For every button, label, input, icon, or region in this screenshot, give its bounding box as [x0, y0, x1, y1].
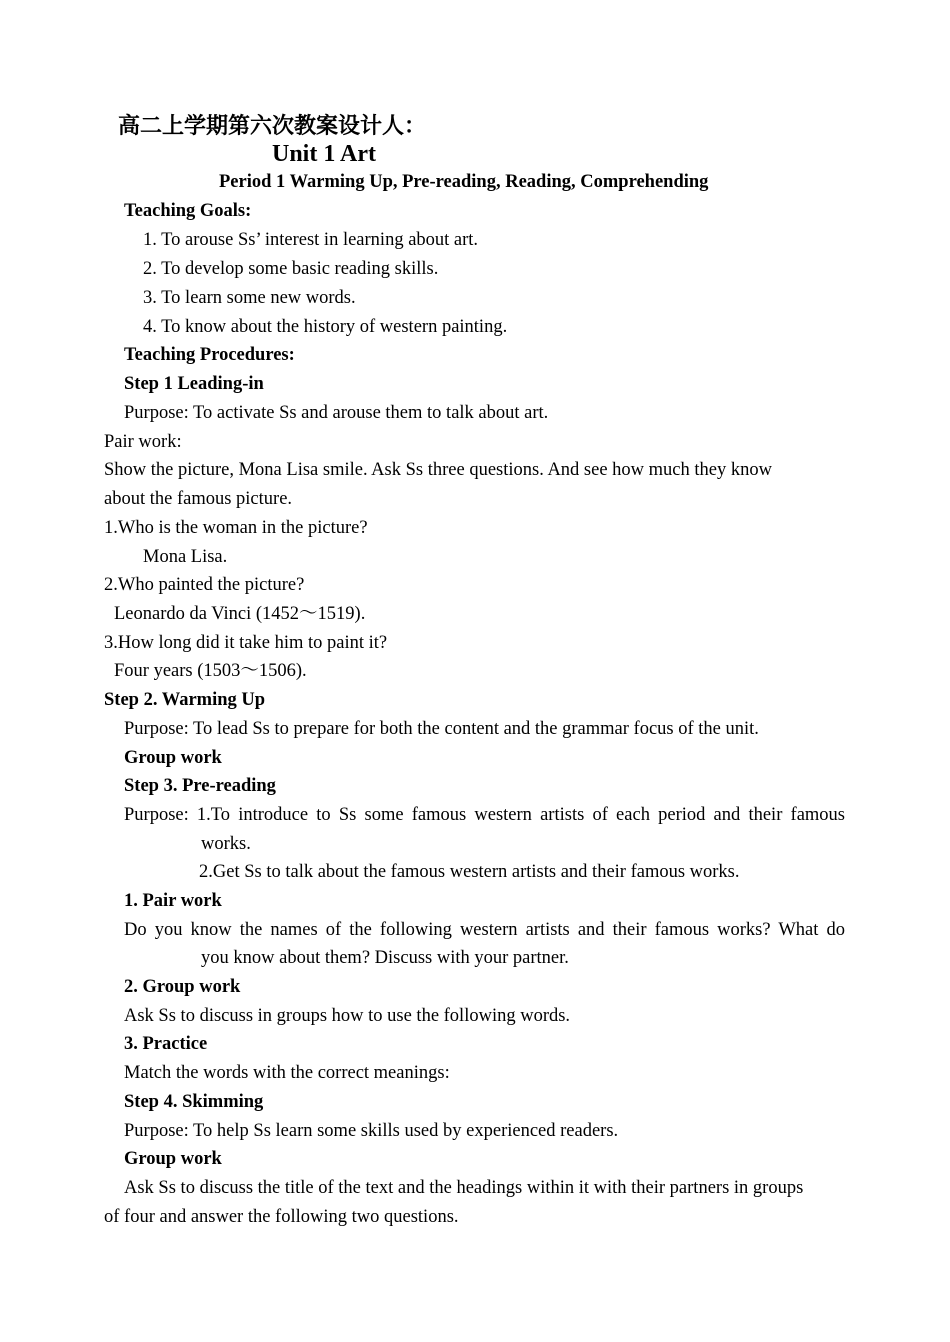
step2-purpose: Purpose: To lead Ss to prepare for both the content and the grammar focus of the unit.: [124, 719, 759, 739]
step1-description-line: about the famous picture.: [104, 489, 293, 509]
pair-work-text-line: you know about them? Discuss with your partner.: [201, 948, 569, 968]
group-work-text: Ask Ss to discuss in groups how to use the following words.: [124, 1006, 571, 1026]
step2-group-work: Group work: [124, 748, 222, 768]
practice-heading: 3. Practice: [124, 1034, 208, 1054]
unit-title: Unit 1 Art: [272, 141, 376, 167]
step1-description-line: Show the picture, Mona Lisa smile. Ask Ss three questions. And see how much they know: [104, 460, 772, 480]
step3-purpose-line: works.: [201, 834, 251, 854]
goal-item: 1. To arouse Ss’ interest in learning about art.: [143, 230, 479, 250]
goal-item: 4. To know about the history of western painting.: [143, 317, 508, 337]
step1-purpose: Purpose: To activate Ss and arouse them to talk about art.: [124, 403, 549, 423]
answer-1: Mona Lisa.: [143, 547, 228, 567]
step4-text-line: Ask Ss to discuss the title of the text and the headings within it with their partners in groups: [124, 1178, 804, 1198]
period-title: Period 1 Warming Up, Pre-reading, Reading, Comprehending: [219, 172, 709, 192]
question-3: 3.How long did it take him to paint it?: [104, 633, 388, 653]
chinese-title: 高二上学期第六次教案设计人：: [118, 114, 427, 139]
step4-text-line: of four and answer the following two questions.: [104, 1207, 459, 1227]
answer-3: Four years (1503～1506).: [114, 661, 307, 681]
step3-purpose-line: 2.Get Ss to talk about the famous western artists and their famous works.: [199, 862, 740, 882]
question-2: 2.Who painted the picture?: [104, 575, 305, 595]
question-1: 1.Who is the woman in the picture?: [104, 518, 368, 538]
step1-heading: Step 1 Leading-in: [124, 374, 264, 394]
goal-item: 2. To develop some basic reading skills.: [143, 259, 439, 279]
pair-work-text-line: Do you know the names of the following western artists and their famous works? What do: [124, 920, 845, 940]
step1-pair-work: Pair work:: [104, 432, 182, 452]
group-work-heading: 2. Group work: [124, 977, 241, 997]
teaching-procedures-heading: Teaching Procedures:: [124, 345, 295, 365]
step3-heading: Step 3. Pre-reading: [124, 776, 276, 796]
practice-text: Match the words with the correct meanings:: [124, 1063, 450, 1083]
step2-heading: Step 2. Warming Up: [104, 690, 266, 710]
teaching-goals-heading: Teaching Goals:: [124, 201, 252, 221]
step4-heading: Step 4. Skimming: [124, 1092, 264, 1112]
answer-2: Leonardo da Vinci (1452～1519).: [114, 604, 366, 624]
step4-purpose: Purpose: To help Ss learn some skills used by experienced readers.: [124, 1121, 619, 1141]
step4-group-work: Group work: [124, 1149, 222, 1169]
step3-purpose-line: Purpose: 1.To introduce to Ss some famous western artists of each period and their famous: [124, 805, 845, 825]
goal-item: 3. To learn some new words.: [143, 288, 356, 308]
pair-work-heading: 1. Pair work: [124, 891, 222, 911]
